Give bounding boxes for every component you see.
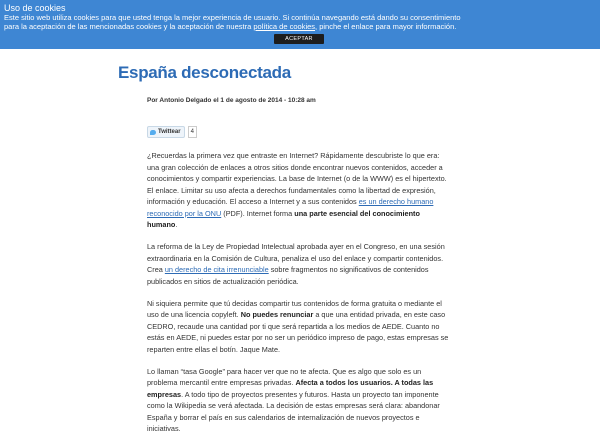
p3-text-b: a que una entidad privada, en este caso CEDRO, recaude una cantidad por ti que será repartida a los medios de AEDE. Cuanto no estás en AEDE, ni puedes estar por no ser un periódico impreso de pago, estas empresas se reparten entre ellas el botín. Jaque Mate. bbox=[147, 310, 449, 354]
p4-text-a: Lo llaman “tasa Google” para hacer ver que no te afecta. Que es algo que solo es un problema mercantil entre empresas privadas. bbox=[147, 366, 422, 387]
cookie-banner bbox=[0, 0, 600, 49]
p1-text-b: (PDF). Internet forma bbox=[221, 208, 295, 218]
twitter-share bbox=[147, 127, 197, 137]
p3-text-a: Ni siquiera permite que tú decidas compartir tus contenidos de forma gratuita o mediante el uso de una licencia copyleft. bbox=[147, 298, 442, 319]
cookie-text-b: , pinche el enlace para mayor información. bbox=[315, 21, 457, 31]
article-body bbox=[147, 150, 451, 445]
p3-bold: No puedes renunciar bbox=[240, 310, 314, 319]
p2-text-b: sobre fragmentos no significativos de contenidos publicados en sitios de actualización periódica. bbox=[147, 265, 429, 286]
cookie-message-line2 bbox=[4, 23, 598, 32]
p4-text-b: . A todo tipo de proyectos presentes y futuros. Hasta un proyecto tan imponente como la Wikipedia se verá afectada. La decisión de estas empresas será clara: abandonar España y borrar el país en sus calendarios de internalización de nuevos proyectos e iniciativas. bbox=[147, 389, 440, 433]
p1-bold: una parte esencial del conocimiento humano bbox=[147, 208, 420, 229]
p1-text-c: . bbox=[175, 220, 178, 229]
tweet-button-label: Twittear bbox=[158, 129, 181, 135]
post-title[interactable]: España desconectada bbox=[118, 63, 291, 82]
tweet-count: 4 bbox=[188, 126, 197, 138]
p1-text-a: ¿Recuerdas la primera vez que entraste en Internet? Rápidamente descubriste lo que era: una gran colección de enlaces a otros sitios donde encontrar nuevos contenidos, acceder a conocimientos y compartir experiencias. La base de Internet (o de la WWW) es el hipertexto. El enlace. Limitar su uso afecta a derechos fundamentales como la libertad de expresión, información y educación. El acceso a Internet y a sus contenidos bbox=[147, 151, 447, 206]
paragraph-2 bbox=[147, 241, 451, 287]
cookie-text-a: para la aceptación de las mencionadas cookies y la aceptación de nuestra bbox=[4, 21, 254, 31]
twitter-bird-icon bbox=[150, 130, 156, 135]
tweet-button[interactable] bbox=[147, 126, 185, 138]
paragraph-4 bbox=[147, 366, 451, 435]
cookie-title: Uso de cookies bbox=[4, 3, 66, 13]
paragraph-3 bbox=[147, 298, 451, 356]
accept-cookies-button[interactable]: ACEPTAR bbox=[274, 34, 324, 44]
post-byline: Por Antonio Delgado el 1 de agosto de 2014 - 10:28 am bbox=[147, 97, 316, 104]
cookie-policy-link[interactable]: política de cookies bbox=[253, 21, 316, 31]
paragraph-1 bbox=[147, 150, 451, 231]
un-human-right-link[interactable]: es un derecho humano reconocido por la ONU bbox=[147, 197, 434, 218]
p4-bold: Afecta a todos los usuarios. A todas las empresas bbox=[147, 378, 434, 399]
citation-right-link[interactable]: un derecho de cita irrenunciable bbox=[164, 265, 269, 274]
cookie-message bbox=[4, 14, 598, 31]
p2-text-a: La reforma de la Ley de Propiedad Intelectual aprobada ayer en el Congreso, en una sesión extraordinaria en la Comisión de Cultura, penaliza el uso del enlace y compartir contenidos. Crea bbox=[147, 242, 445, 274]
cookie-message-line1: Este sitio web utiliza cookies para que usted tenga la mejor experiencia de usuario. Si continúa navegando está dando su consentimiento bbox=[4, 14, 461, 22]
